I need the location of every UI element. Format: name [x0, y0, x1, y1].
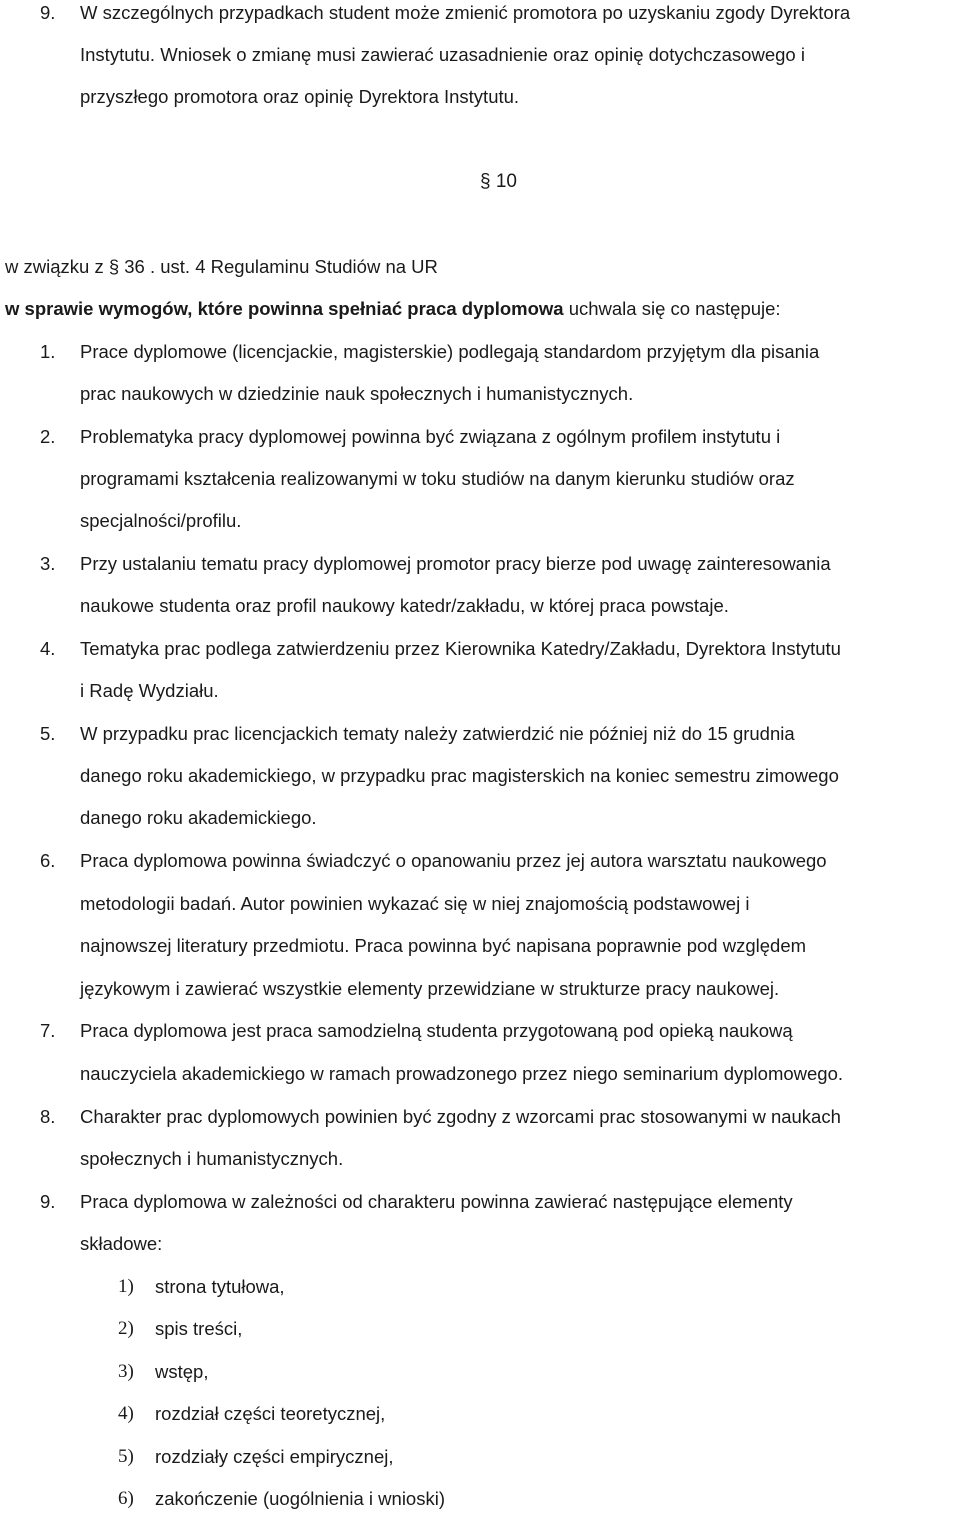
item-number: 1. [40, 341, 56, 362]
subitem-text: strona tytułowa, [155, 1276, 285, 1297]
item-number: 2. [40, 426, 56, 447]
section-subject-rest: uchwala się co następuje: [563, 298, 781, 319]
subitem-number: 2) [118, 1318, 134, 1339]
item-number: 4. [40, 638, 56, 659]
item-line: specjalności/profilu. [80, 510, 242, 531]
item-line: językowym i zawierać wszystkie elementy przewidziane w strukturze pracy naukowej. [80, 978, 780, 999]
intro-line: W szczególnych przypadkach student może zmienić promotora po uzyskaniu zgody Dyrektora [80, 2, 851, 23]
item-line: Praca dyplomowa w zależności od charakteru powinna zawierać następujące elementy [80, 1191, 793, 1212]
item-line: W przypadku prac licencjackich tematy należy zatwierdzić nie później niż do 15 grudnia [80, 723, 795, 744]
item-number: 7. [40, 1020, 56, 1041]
item-number: 6. [40, 850, 56, 871]
subitem-text: rozdziały części empirycznej, [155, 1446, 394, 1467]
item-line: naukowe studenta oraz profil naukowy katedr/zakładu, w której praca powstaje. [80, 595, 729, 616]
item-line: Praca dyplomowa powinna świadczyć o opanowaniu przez jej autora warsztatu naukowego [80, 850, 827, 871]
item-number: 8. [40, 1106, 56, 1127]
item-line: Praca dyplomowa jest praca samodzielną studenta przygotowaną pod opieką naukową [80, 1020, 793, 1041]
subitem-number: 1) [118, 1276, 134, 1297]
subitem-text: wstęp, [155, 1361, 209, 1382]
subitem-number: 4) [118, 1403, 134, 1424]
subitem-number: 5) [118, 1446, 134, 1467]
item-line: prac naukowych w dziedzinie nauk społecznych i humanistycznych. [80, 383, 634, 404]
item-line: Charakter prac dyplomowych powinien być zgodny z wzorcami prac stosowanymi w naukach [80, 1106, 841, 1127]
item-line: metodologii badań. Autor powinien wykazać się w niej znajomością podstawowej i [80, 893, 750, 914]
subitem-number: 3) [118, 1361, 134, 1382]
item-line: Problematyka pracy dyplomowej powinna być związana z ogólnym profilem instytutu i [80, 426, 781, 447]
section-number: § 10 [480, 171, 517, 192]
item-line: i Radę Wydziału. [80, 680, 219, 701]
intro-line: Instytutu. Wniosek o zmianę musi zawierać uzasadnienie oraz opinię dotychczasowego i [80, 44, 805, 65]
subitem-text: rozdział części teoretycznej, [155, 1403, 386, 1424]
item-number: 9. [40, 1191, 56, 1212]
item-number: 5. [40, 723, 56, 744]
intro-line: przyszłego promotora oraz opinię Dyrektora Instytutu. [80, 86, 520, 107]
intro-number: 9. [40, 2, 56, 23]
subitem-number: 6) [118, 1488, 134, 1509]
section-reference: w związku z § 36 . ust. 4 Regulaminu Studiów na UR [5, 256, 438, 277]
item-number: 3. [40, 553, 56, 574]
item-line: najnowszej literatury przedmiotu. Praca powinna być napisana poprawnie pod względem [80, 935, 807, 956]
subitem-text: spis treści, [155, 1318, 243, 1339]
item-line: Przy ustalaniu tematu pracy dyplomowej promotor pracy bierze pod uwagę zainteresowania [80, 553, 831, 574]
item-line: Prace dyplomowe (licencjackie, magisterskie) podlegają standardom przyjętym dla pisania [80, 341, 820, 362]
item-line: danego roku akademickiego, w przypadku prac magisterskich na koniec semestru zimowego [80, 765, 839, 786]
section-subject [5, 297, 781, 321]
item-line: Tematyka prac podlega zatwierdzeniu przez Kierownika Katedry/Zakładu, Dyrektora Instytutu [80, 638, 841, 659]
item-line: społecznych i humanistycznych. [80, 1148, 344, 1169]
item-line: programami kształcenia realizowanymi w toku studiów na danym kierunku studiów oraz [80, 468, 795, 489]
subitem-text: zakończenie (uogólnienia i wnioski) [155, 1488, 445, 1509]
item-line: nauczyciela akademickiego w ramach prowadzonego przez niego seminarium dyplomowego. [80, 1063, 844, 1084]
item-line: składowe: [80, 1233, 163, 1254]
item-line: danego roku akademickiego. [80, 807, 317, 828]
section-subject-bold: w sprawie wymogów, które powinna spełniać praca dyplomowa [5, 298, 564, 319]
